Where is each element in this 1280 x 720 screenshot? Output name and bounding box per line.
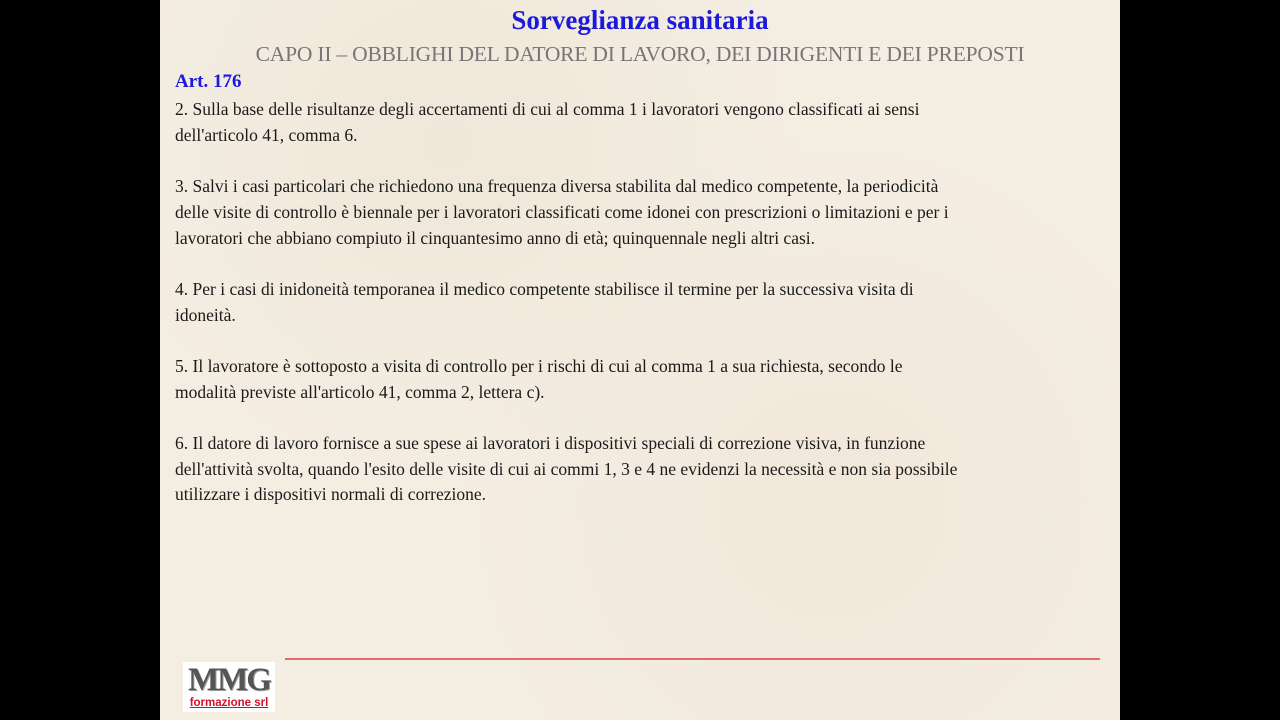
paragraph-line: delle visite di controllo è biennale per i lavoratori classificati come idonei con prescrizioni o limitazioni e per i bbox=[175, 201, 949, 222]
paragraph-line: 2. Sulla base delle risultanze degli accertamenti di cui al comma 1 i lavoratori vengono classificati ai sensi bbox=[175, 99, 920, 119]
paragraph-line: utilizzare i dispositivi normali di correzione. bbox=[175, 484, 487, 505]
article-body bbox=[175, 97, 1110, 534]
footer-divider bbox=[285, 658, 1100, 660]
logo-tagline: formazione srl bbox=[189, 697, 269, 709]
paragraph-line: idoneità. bbox=[175, 304, 236, 325]
slide-subtitle: CAPO II – OBBLIGHI DEL DATORE DI LAVORO, DEI DIRIGENTI E DEI PREPOSTI bbox=[255, 42, 1025, 66]
paragraph-line: 4. Per i casi di inidoneità temporanea il medico competente stabilisce il termine per la successiva visita di bbox=[175, 278, 914, 299]
article-paragraph bbox=[175, 97, 1110, 148]
logo-name: MMG bbox=[188, 662, 270, 698]
article-paragraph bbox=[175, 354, 1110, 405]
paragraph-line: 5. Il lavoratore è sottoposto a visita di controllo per i rischi di cui al comma 1 a sua richiesta, secondo le bbox=[175, 355, 903, 376]
article-paragraph bbox=[175, 174, 1110, 251]
mmg-logo bbox=[183, 662, 275, 712]
article-paragraph bbox=[175, 277, 1110, 328]
paragraph-line: 6. Il datore di lavoro fornisce a sue spese ai lavoratori i dispositivi speciali di correzione visiva, in funzione bbox=[175, 433, 926, 454]
article-paragraph bbox=[175, 431, 1110, 508]
article-number: Art. 176 bbox=[175, 71, 242, 92]
slide bbox=[160, 0, 1120, 720]
paragraph-line: dell'attività svolta, quando l'esito delle visite di cui ai commi 1, 3 e 4 ne evidenzi la necessità e non sia possibile bbox=[175, 458, 958, 479]
paragraph-line: modalità previste all'articolo 41, comma 2, lettera c). bbox=[175, 381, 545, 402]
slide-title: Sorveglianza sanitaria bbox=[511, 5, 769, 35]
paragraph-line: lavoratori che abbiano compiuto il cinquantesimo anno di età; quinquennale negli altri casi. bbox=[175, 227, 816, 248]
paragraph-line: dell'articolo 41, comma 6. bbox=[175, 124, 358, 145]
paragraph-line: 3. Salvi i casi particolari che richiedono una frequenza diversa stabilita dal medico competente, la periodicità bbox=[175, 176, 939, 197]
